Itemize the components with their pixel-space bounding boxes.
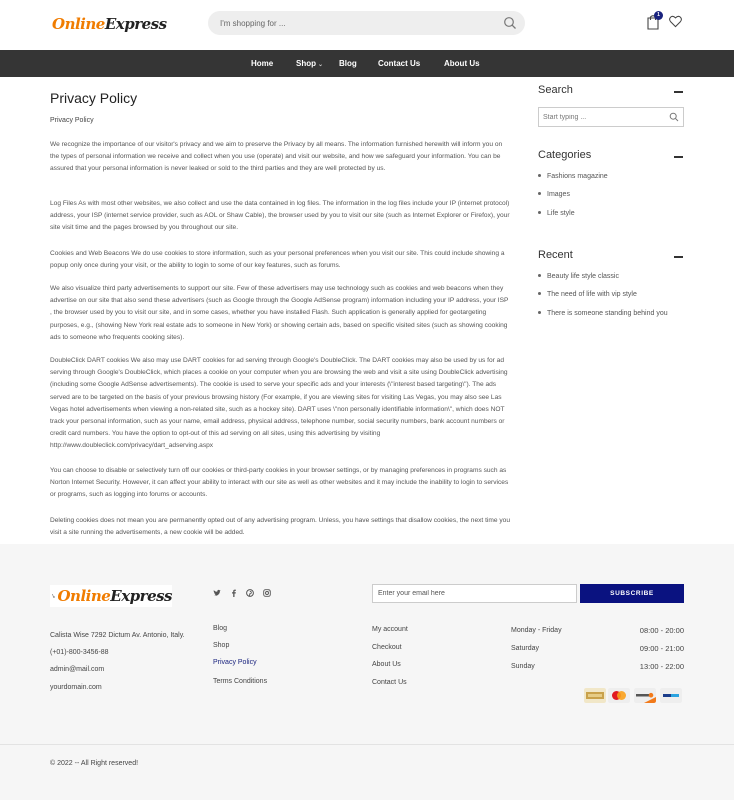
footer-link-contact[interactable]: Contact Us	[372, 679, 407, 686]
sidebar-search-box	[538, 107, 684, 127]
footer-address: Calista Wise 7292 Dictum Av. Antonio, Italy.	[50, 632, 185, 639]
sidebar-recent-label: Beauty life style classic	[547, 273, 619, 280]
sidebar-category-label: Life style	[547, 210, 575, 217]
site-header	[0, 0, 734, 50]
sidebar-recent-item[interactable]	[538, 291, 637, 298]
page-title: Privacy Policy	[50, 90, 138, 106]
nav-item-blog[interactable]: Blog	[339, 59, 357, 68]
hours-time: 13:00 - 22:00	[639, 662, 684, 671]
discover-icon	[634, 688, 656, 703]
hours-time: 08:00 - 20:00	[639, 626, 684, 635]
logo-part2: Express	[110, 587, 172, 605]
policy-paragraph: Cookies and Web Beacons We do use cookies to store information, such as your personal preferences when you visit our site. This could include showing a popup only once during your visit, or the ability to login to some of our key features, such as forums.	[50, 250, 505, 270]
nav-item-shop-label: Shop	[296, 59, 316, 68]
breadcrumb: Privacy Policy	[50, 117, 94, 124]
heart-icon[interactable]	[669, 15, 682, 28]
collapse-icon[interactable]	[674, 256, 683, 258]
footer-link-checkout[interactable]: Checkout	[372, 644, 402, 651]
sidebar-category-item[interactable]	[538, 173, 608, 180]
copyright-text: © 2022 -- All Right reserved!	[50, 760, 139, 767]
footer-link-shop[interactable]: Shop	[213, 642, 230, 649]
footer-link-terms[interactable]: Terms Conditions	[213, 678, 268, 685]
nav-item-contact[interactable]: Contact Us	[378, 59, 421, 68]
subscribe-button[interactable]: SUBSCRIBE	[580, 584, 684, 603]
search-icon[interactable]	[503, 16, 517, 30]
cart-logo-icon	[52, 589, 55, 603]
footer-domain: yourdomain.com	[50, 684, 102, 691]
cart-count-badge: 1	[654, 11, 663, 20]
logo-part1: Online	[57, 587, 111, 605]
search-input[interactable]	[220, 11, 500, 35]
policy-paragraph: We recognize the importance of our visitor's privacy and we aim to preserve the Privacy by all means. The information furnished herewith will inform you on the types of personal information we receive and collect when you use (operate) and visit our website, and how we safeguard your information. You can be assured that your personal information is never leaked or sold to the third parties and they are well protected by us.	[50, 141, 503, 173]
sidebar-recent-title: Recent	[538, 249, 573, 261]
sidebar-recent-label: There is someone standing behind you	[547, 310, 668, 317]
paypal-icon	[660, 688, 682, 703]
footer-phone: (+01)-800-3456-88	[50, 649, 109, 656]
nav-item-shop[interactable]	[296, 50, 323, 77]
collapse-icon[interactable]	[674, 156, 683, 158]
search-icon[interactable]	[669, 112, 679, 122]
chevron-down-icon: ⌄	[318, 62, 324, 68]
bullet-icon	[538, 174, 541, 177]
instagram-icon[interactable]	[263, 589, 271, 597]
hours-day: Monday - Friday	[511, 627, 562, 634]
collapse-icon[interactable]	[674, 91, 683, 93]
site-logo[interactable]	[50, 12, 167, 36]
logo-part1: Online	[52, 15, 105, 33]
sidebar-category-label: Images	[547, 191, 570, 198]
facebook-icon[interactable]	[230, 589, 238, 597]
footer-divider	[0, 744, 734, 745]
policy-paragraph: Log Files As with most other websites, we also collect and use the data contained in log files. The information in the log files include your IP (internet protocol) address, your ISP (internet service provider, such as AOL or Shaw Cable), the browser used by you to visit our site (such as Internet Explorer or Firefox), your site visit time and the pages browsed by you throughout our site.	[50, 200, 510, 232]
pinterest-icon[interactable]	[246, 589, 254, 597]
footer-link-blog[interactable]: Blog	[213, 625, 228, 632]
footer-link-about[interactable]: About Us	[372, 661, 401, 668]
logo-part2: Express	[104, 15, 167, 33]
sidebar-categories-title: Categories	[538, 149, 592, 161]
bullet-icon	[538, 192, 541, 195]
mastercard-icon	[608, 688, 630, 703]
bullet-icon	[538, 292, 541, 295]
sidebar-category-item[interactable]	[538, 210, 575, 217]
footer-link-privacy[interactable]: Privacy Policy	[213, 659, 257, 666]
sidebar-category-label: Fashions magazine	[547, 173, 608, 180]
sidebar-recent-label: The need of life with vip style	[547, 291, 637, 298]
policy-paragraph: DoubleClick DART cookies We also may use DART cookies for ad serving through Google's DoubleClick. The DART cookies may also be used by us for ad serving through Google's DoubleClick, which places a cookie on your computer when you are browsing the web and visit a site using DoubleClick advertising (including some Google AdSense advertisements). The cookie is used to serve your specific ads and your interests (\"interest based targeting\"). The ads served are to be targeted on the basis of your previous browsing history (For example, if you are viewing sites for visiting Las Vegas, you may also see Las Vegas hotel advertisements when viewing a non-related site, such as a hockey site). DART uses \"non personally identifiable information\", which does NOT track your personal information, such as your name, email address, physical address, telephone number, social security numbers, bank account numbers or credit card numbers. You have the option to opt-out of this ad serving on all sites, using this advertising by visiting http://www.doubleclick.com/privacy/dart_adserving.aspx	[50, 357, 508, 450]
hours-time: 09:00 - 21:00	[639, 644, 684, 653]
twitter-icon[interactable]	[213, 589, 221, 597]
sidebar-category-item[interactable]	[538, 191, 570, 198]
bullet-icon	[538, 211, 541, 214]
sidebar-recent-item[interactable]	[538, 273, 619, 280]
sidebar-search-input[interactable]	[543, 108, 663, 126]
sidebar-search-title: Search	[538, 84, 573, 96]
bullet-icon	[538, 274, 541, 277]
main-nav	[0, 50, 734, 77]
header-search	[208, 11, 525, 35]
nav-item-home[interactable]: Home	[251, 59, 274, 68]
policy-paragraph: We also visualize third party advertisements to support our site. Few of these advertisers may use technology such as cookies and web beacons when they advertise on our site that also send these advertisers (such as Google through the Google AdSense program) information including your IP address, your ISP , the browser used by you to visit our site, and in some cases, whether you have installed Flash. Such application is generally applied for geotargeting purposes, e.g., (showing New York real estate ads to someone in New York) or showing certain ads, based on specific visited sites (such as showing cooking ads to someone who frequents cooking sites).	[50, 285, 509, 341]
policy-paragraph: Deleting cookies does not mean you are permanently opted out of any advertising program. Unless, you have settings that disallow cookies, the next time you visit a site running the advertisements, a new cookie will be added.	[50, 517, 510, 537]
sidebar-recent-item[interactable]	[538, 310, 668, 317]
footer-link-account[interactable]: My account	[372, 626, 408, 633]
amex-icon	[584, 688, 606, 703]
footer-logo[interactable]	[50, 585, 172, 607]
newsletter-email-input[interactable]	[372, 584, 577, 603]
footer-email: admin@mail.com	[50, 666, 105, 673]
hours-day: Sunday	[511, 663, 535, 670]
policy-paragraph: You can choose to disable or selectively turn off our cookies or third-party cookies in your browser settings, or by managing preferences in programs such as Norton Internet Security. However, it can affect your ability to interact with our site as well as other websites and it may include the inability to login to services or programs, such as logging into forums or accounts.	[50, 467, 509, 499]
nav-item-about[interactable]: About Us	[444, 59, 480, 68]
bullet-icon	[538, 311, 541, 314]
hours-day: Saturday	[511, 645, 540, 652]
